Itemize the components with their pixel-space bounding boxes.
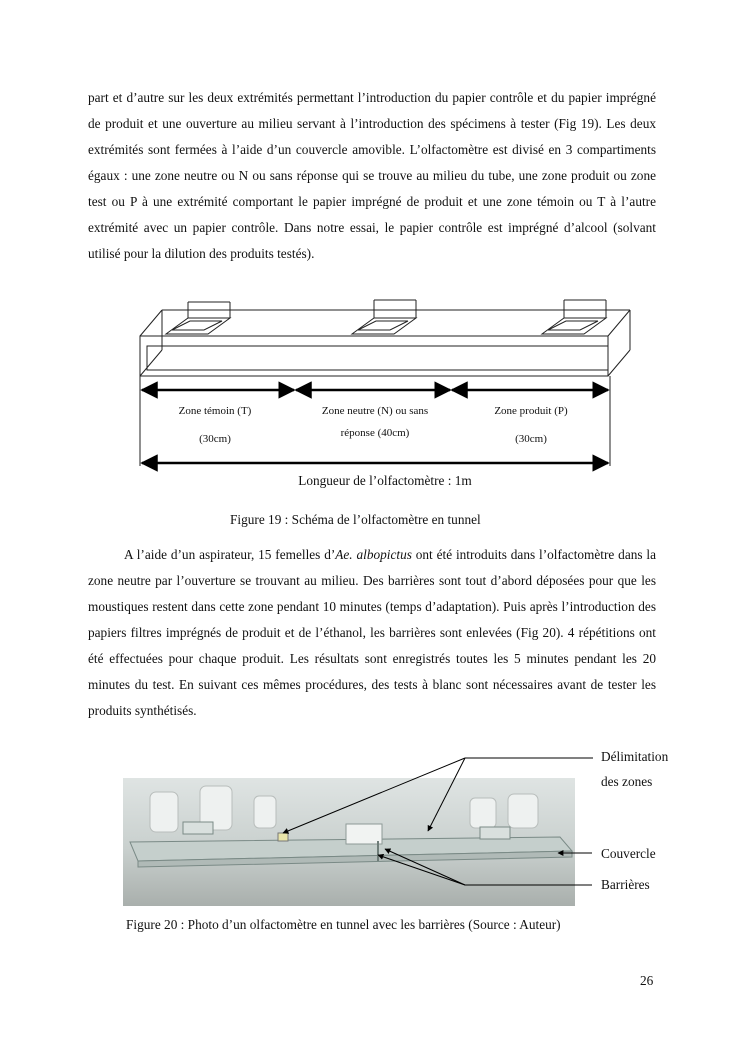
figure-20-caption: Figure 20 : Photo d’un olfactomètre en tunnel avec les barrières (Source : Auteur) xyxy=(126,917,561,932)
zone-temoin-length: (30cm) xyxy=(199,433,231,445)
species-name: Ae. albopictus xyxy=(335,547,412,562)
label-delimitation-zones: des zones xyxy=(601,774,653,789)
zone-neutre-length: réponse (40cm) xyxy=(340,427,410,439)
zone-produit-label: Zone produit (P) xyxy=(494,405,568,417)
opening-left xyxy=(166,302,230,334)
paragraph-intro: part et d’autre sur les deux extrémités permettant l’introduction du papier contrôle et du papier imprégné de produit et une ouverture au milieu servant à l’introduction des spécimens à tester (Fig 19). Les deux extrémités sont fermées à l’aide d’un couvercle amovible. L’olfactomètre est divisé en 3 compartiments égaux : une zone neutre ou N ou sans réponse qui se trouve au milieu du tube, une zone produit ou zone test ou P à une extrémité comportant le papier imprégné de produit et une zone témoin ou T à l’autre extrémité avec un papier contrôle. Dans notre essai, le papier contrôle est imprégné d’alcool (solvant utilisé pour la dilution des produits testés). xyxy=(88,90,656,261)
paragraph-method-start: A l’aide d’un aspirateur, 15 femelles d’ xyxy=(124,547,336,562)
paragraph-method-rest: ont été introduits dans l’olfactomètre dans la zone neutre par l’ouverture se trouvant au milieu. Des barrières sont tout d’abord déposées pour que les moustiques restent dans cette zone pendant 10 minutes (temps d’adaptation). Puis après l’introduction des papiers filtres imprégnés de produit et de l’éthanol, les barrières sont enlevées (Fig 20). 4 répétitions ont été effectuées pour chaque produit. Les résultats sont enregistrés toutes les 5 minutes pendant les 20 minutes du test. En suivant ces mêmes procédures, des tests à blanc sont nécessaires avant de tester les produits synthétisés. xyxy=(88,547,656,718)
page-number: 26 xyxy=(640,973,654,988)
label-delimitation: Délimitation xyxy=(601,749,669,764)
zone-temoin-label: Zone témoin (T) xyxy=(178,405,252,417)
olfactometer-diagram xyxy=(0,290,745,500)
figure-19-caption: Figure 19 : Schéma de l’olfactomètre en tunnel xyxy=(230,512,481,527)
opening-right xyxy=(542,300,606,334)
zone-neutre-label: Zone neutre (N) ou sans xyxy=(321,405,429,417)
label-barrieres: Barrières xyxy=(601,877,650,892)
label-couvercle: Couvercle xyxy=(601,846,656,861)
paragraph-method xyxy=(88,542,656,724)
opening-middle xyxy=(352,300,416,334)
zone-produit-length: (30cm) xyxy=(515,433,547,445)
total-length-label: Longueur de l’olfactomètre : 1m xyxy=(298,473,472,488)
